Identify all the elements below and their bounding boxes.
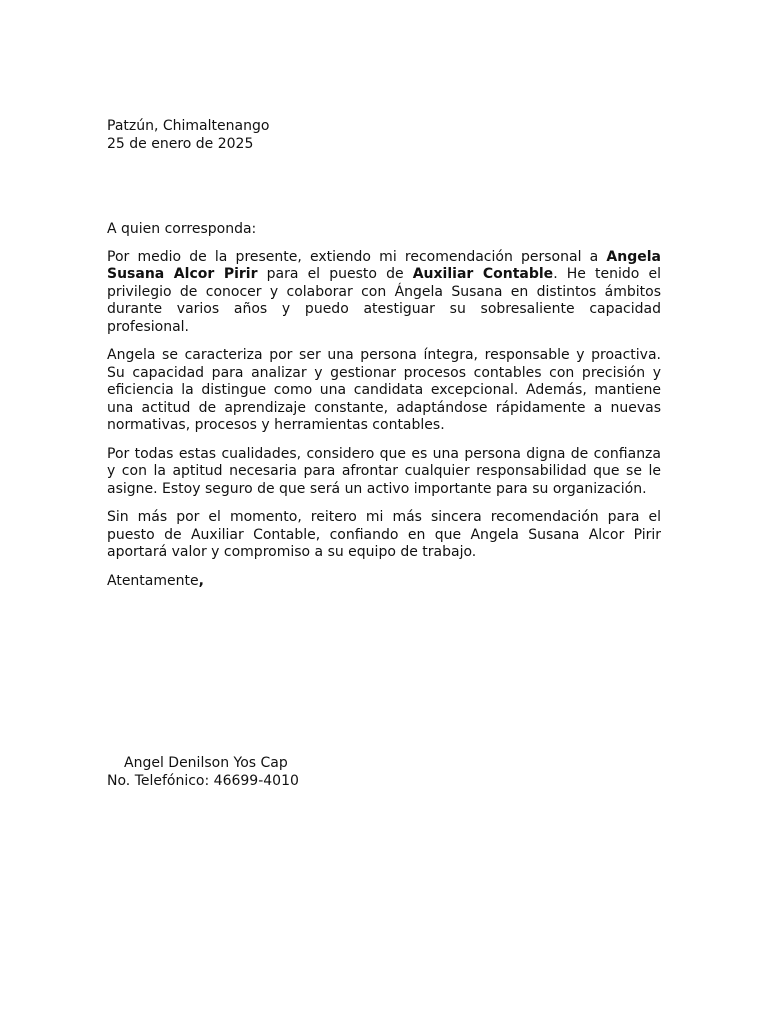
- paragraph-intro-text-c: . He tenido el privilegio de conocer y colaborar con Ángela Susana en distintos ámbitos durante varios años y puedo atestiguar su sobresaliente capacidad profesional.: [107, 266, 662, 335]
- signer-phone: No. Telefónico: 46699-4010: [107, 772, 299, 789]
- letter-date: 25 de enero de 2025: [107, 135, 254, 152]
- paragraph-conclusion: Sin más por el momento, reitero mi más sincera recomendación para el puesto de Auxiliar Contable, confiando en que Angela Susana Alcor Pirir aportará valor y compromiso a su equipo de trabajo.: [107, 509, 661, 560]
- letter-place: Patzún, Chimaltenango: [107, 118, 270, 134]
- letter-closing: [107, 573, 661, 591]
- closing-word: Atentamente: [107, 572, 199, 589]
- signer-name: Angel Denilson Yos Cap: [124, 755, 288, 771]
- paragraph-intro-text-b: para el puesto de: [257, 266, 413, 282]
- letter-header: [107, 118, 667, 153]
- job-position: Auxiliar Contable: [412, 266, 554, 282]
- signature-block: [107, 755, 507, 790]
- paragraph-qualities: Angela se caracteriza por ser una persona íntegra, responsable y proactiva. Su capacidad para analizar y gestionar procesos contables con precisión y eficiencia la distingue como una candidata excepcional. Además, mantiene una actitud de aprendizaje constante, adaptándose rápidamente a nuevas normativas, procesos y herramientas contables.: [107, 347, 661, 433]
- letter-greeting: A quien corresponda:: [107, 221, 257, 237]
- closing-comma: ,: [198, 572, 204, 589]
- letter-body: [107, 221, 661, 590]
- paragraph-trust: Por todas estas cualidades, considero que es una persona digna de confianza y con la aptitud necesaria para afrontar cualquier responsabilidad que se le asigne. Estoy seguro de que será un activo importante para su organización.: [107, 445, 661, 497]
- paragraph-introduction: [107, 249, 661, 337]
- paragraph-intro-text-a: Por medio de la presente, extiendo mi recomendación personal a: [107, 248, 607, 265]
- candidate-name: Angela Susana Alcor Pirir: [107, 248, 661, 282]
